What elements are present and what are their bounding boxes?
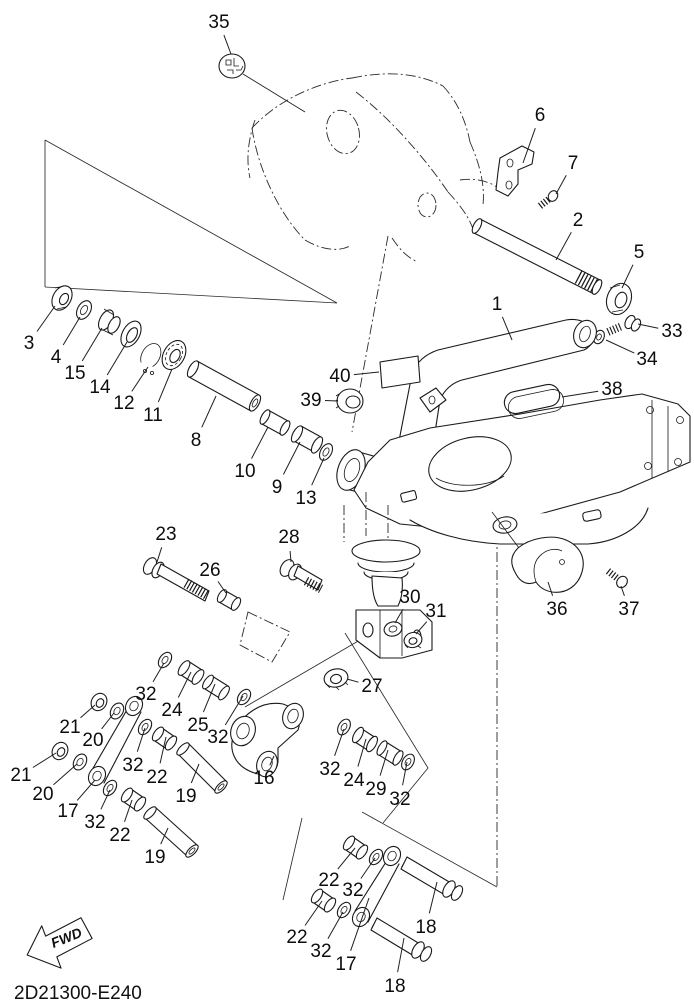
part-label: 32 <box>135 684 157 705</box>
part-label: 24 <box>343 770 365 791</box>
part-seal-32-e <box>335 717 353 737</box>
part-bearing-22-b <box>119 786 148 813</box>
part-label: 28 <box>278 527 300 548</box>
part-label: 18 <box>415 917 437 938</box>
leader-line <box>82 328 102 361</box>
callout-20 <box>82 713 114 751</box>
callout-18 <box>384 938 405 997</box>
part-label: 27 <box>361 676 383 697</box>
callout-8 <box>191 396 216 451</box>
part-collar-26 <box>215 588 242 612</box>
part-seal-32-a <box>156 650 175 670</box>
part-bolt-28 <box>277 557 322 590</box>
leader-line <box>562 391 598 397</box>
part-bushing-10 <box>258 408 292 436</box>
callout-13 <box>295 458 324 509</box>
part-cap-35 <box>219 54 305 112</box>
part-label: 29 <box>365 779 387 800</box>
leader-line <box>157 547 162 562</box>
leader-line <box>283 442 300 475</box>
callout-2 <box>556 210 583 260</box>
callout-10 <box>234 427 268 482</box>
part-label: 11 <box>143 405 163 426</box>
callout-27 <box>347 676 383 697</box>
leader-line <box>158 369 172 402</box>
part-nut-27 <box>322 667 349 690</box>
part-seal-32-c <box>136 717 155 737</box>
leader-line <box>347 679 359 682</box>
callout-1 <box>492 294 512 340</box>
part-bearing-22-a <box>150 725 179 752</box>
leader-line <box>132 367 148 391</box>
leader-line <box>63 317 80 345</box>
leader-line <box>81 705 96 718</box>
callout-4 <box>51 317 80 368</box>
part-label: 6 <box>534 105 546 126</box>
part-circlip-12 <box>138 340 165 375</box>
part-label: 17 <box>335 954 357 975</box>
leader-line <box>622 265 633 288</box>
part-label: 22 <box>146 767 168 788</box>
part-label: 1 <box>491 294 503 315</box>
leader-line <box>361 858 375 879</box>
diagram-code: 2D21300-E240 <box>14 983 142 1004</box>
part-label: 22 <box>318 870 340 891</box>
part-nut-21-upper <box>88 690 110 713</box>
callout-22 <box>146 737 167 788</box>
callout-18 <box>415 882 437 938</box>
part-bearing-11 <box>157 336 190 373</box>
part-label: 15 <box>64 363 86 384</box>
part-bearing-22-d <box>309 887 338 914</box>
leader-line <box>351 898 369 951</box>
part-label: 32 <box>207 727 229 748</box>
callout-39 <box>300 390 338 411</box>
part-nut-21-lower <box>49 739 71 762</box>
callout-32 <box>342 858 375 901</box>
part-bracket-6 <box>496 146 534 196</box>
callout-38 <box>562 379 623 400</box>
part-label: 18 <box>384 976 406 997</box>
part-seal-32-h <box>335 900 354 920</box>
part-label: 10 <box>234 461 256 482</box>
callout-28 <box>278 527 299 562</box>
part-label: 7 <box>567 153 579 174</box>
leader-line <box>252 427 269 459</box>
leader-line <box>328 912 343 939</box>
part-label: 39 <box>300 390 322 411</box>
part-label: 32 <box>342 880 364 901</box>
leader-line <box>606 340 634 353</box>
callout-32 <box>319 729 344 780</box>
part-label: 19 <box>144 847 166 868</box>
leader-line <box>107 342 127 375</box>
part-label: 13 <box>295 488 317 509</box>
part-label: 24 <box>161 700 183 721</box>
callout-33 <box>638 321 683 342</box>
part-label: 32 <box>122 755 144 776</box>
callout-34 <box>606 340 658 370</box>
part-label: 25 <box>187 715 209 736</box>
leader-line <box>338 848 355 869</box>
part-tag-40 <box>380 356 420 388</box>
part-collar-15 <box>95 307 122 335</box>
part-label: 30 <box>399 587 421 608</box>
part-bearing-24-b <box>350 726 379 754</box>
part-label: 2 <box>572 210 584 231</box>
part-bolt-33 <box>608 314 643 333</box>
part-label: 4 <box>50 347 62 368</box>
part-label: 22 <box>286 927 308 948</box>
part-label: 5 <box>633 242 645 263</box>
part-screw-7 <box>540 189 560 206</box>
part-label: 21 <box>10 765 32 786</box>
part-label: 32 <box>310 941 332 962</box>
callout-37 <box>618 586 639 620</box>
part-label: 20 <box>32 784 54 805</box>
part-label: 35 <box>208 12 230 33</box>
part-bearing-9 <box>289 424 325 455</box>
callout-24 <box>161 672 191 721</box>
leader-line <box>102 713 114 729</box>
part-label: 37 <box>618 599 640 620</box>
part-label: 40 <box>329 366 351 387</box>
part-seal-14 <box>117 318 145 351</box>
leader-line <box>305 901 322 926</box>
callout-32 <box>84 790 110 833</box>
part-label: 21 <box>59 717 81 738</box>
leader-line <box>325 401 338 402</box>
part-label: 19 <box>175 786 197 807</box>
callout-40 <box>329 366 379 387</box>
leader-line <box>556 175 566 194</box>
callout-5 <box>622 242 644 288</box>
leader-line <box>556 232 571 260</box>
part-label: 38 <box>601 379 623 400</box>
part-collar-8 <box>185 359 263 413</box>
part-label: 20 <box>82 730 104 751</box>
callout-20 <box>32 764 77 805</box>
leader-line <box>33 753 56 768</box>
part-label: 31 <box>425 601 447 622</box>
part-label: 33 <box>661 321 683 342</box>
part-label: 36 <box>546 599 568 620</box>
callout-23 <box>155 524 176 562</box>
leader-line <box>312 458 324 485</box>
part-spacer-25 <box>201 673 232 701</box>
leader-line <box>54 764 78 785</box>
leader-line <box>224 35 231 54</box>
callout-32 <box>135 663 164 705</box>
callout-22 <box>109 800 132 846</box>
part-collar-29 <box>375 739 405 766</box>
part-label: 17 <box>57 801 79 822</box>
part-label: 32 <box>319 759 341 780</box>
part-label: 32 <box>389 789 411 810</box>
callout-15 <box>64 328 102 384</box>
part-nut-5 <box>602 280 635 318</box>
leader-line <box>37 306 55 332</box>
leader-line <box>354 372 379 375</box>
fwd-label: FWD <box>48 924 85 951</box>
leader-line <box>202 396 216 427</box>
part-screw-37 <box>608 571 630 590</box>
leader-line <box>77 780 95 800</box>
part-washer-4 <box>73 298 94 322</box>
callout-14 <box>89 342 127 398</box>
fwd-arrow <box>21 913 98 976</box>
part-washer-20-lower <box>71 752 90 773</box>
part-bearing-22-c <box>341 834 370 861</box>
part-label: 34 <box>636 349 658 370</box>
part-label: 16 <box>253 768 275 789</box>
part-pivot-shaft-2 <box>470 217 604 295</box>
callout-32 <box>122 728 145 776</box>
part-label: 9 <box>271 477 283 498</box>
part-seal-32-g <box>367 847 386 867</box>
part-label: 23 <box>155 524 177 545</box>
leader-line <box>638 324 658 328</box>
part-plug-39 <box>335 389 363 413</box>
part-label: 32 <box>84 812 106 833</box>
part-label: 12 <box>113 393 135 414</box>
part-label: 14 <box>89 377 111 398</box>
callout-7 <box>556 153 578 194</box>
part-label: 22 <box>109 825 131 846</box>
callout-21 <box>10 753 56 786</box>
part-label: 3 <box>23 333 35 354</box>
part-label: 26 <box>199 560 221 581</box>
frame-reference <box>248 74 498 262</box>
callout-35 <box>208 12 231 54</box>
part-label: 8 <box>190 430 202 451</box>
callout-11 <box>143 369 172 426</box>
